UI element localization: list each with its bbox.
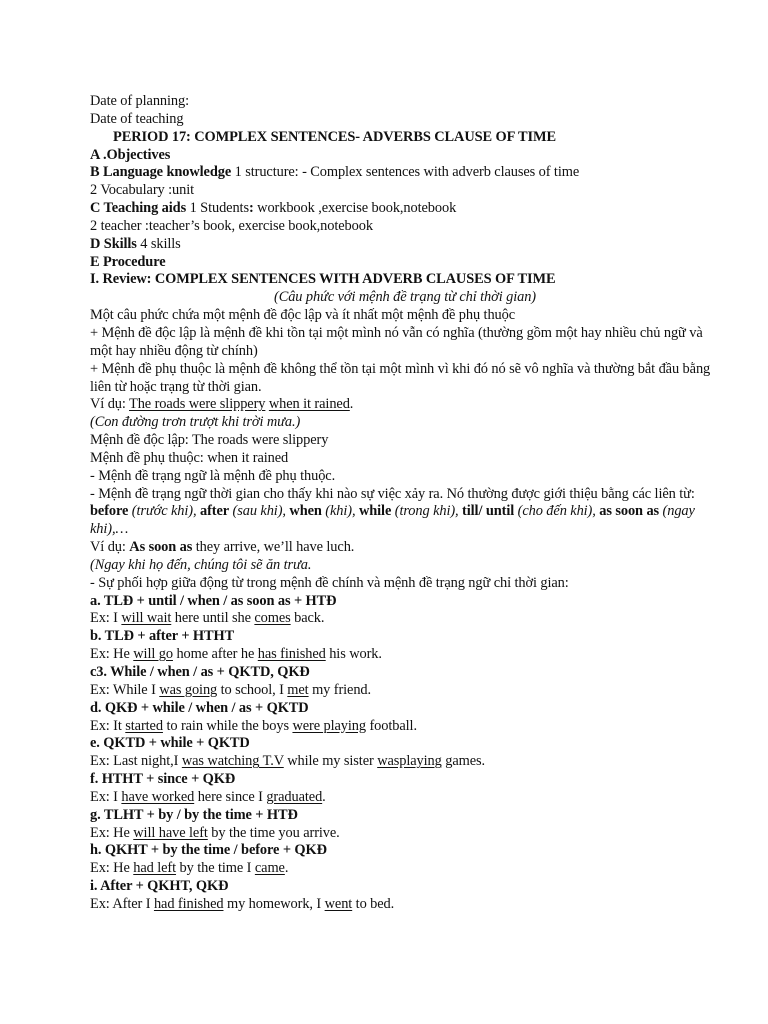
review-title: I. Review: COMPLEX SENTENCES WITH ADVERB CLAUSES OF TIME <box>90 271 556 288</box>
tense-rule-e <box>90 735 720 771</box>
rule-example: Ex: I will wait here until she comes back. <box>90 610 325 627</box>
tense-rule-b <box>90 628 720 664</box>
definition-paragraph: Một câu phức chứa một mệnh đề độc lập và ít nhất một mệnh đề phụ thuộc <box>90 307 516 324</box>
section-d: D Skills 4 skills <box>90 235 181 252</box>
rule-heading: e. QKTD + while + QKTD <box>90 735 250 752</box>
date-of-planning: Date of planning: <box>90 93 190 109</box>
rule-heading: i. After + QKHT, QKĐ <box>90 878 229 895</box>
verb-coordination-note: - Sự phối hợp giữa động từ trong mệnh đề chính và mệnh đề trạng ngữ chỉ thời gian: <box>90 574 569 591</box>
rule-heading: f. HTHT + since + QKĐ <box>90 771 236 788</box>
rule-heading: d. QKĐ + while / when / as + QKTD <box>90 699 309 716</box>
independent-clause-paragraph: + Mệnh đề độc lập là mệnh đề khi tồn tại một mình nó vẫn có nghĩa (thường gồm một hay nhiều chủ ngữ và một hay nhiều động từ chính) <box>90 324 703 359</box>
rule-example: Ex: Last night,I was watching T.V while my sister wasplaying games. <box>90 753 485 770</box>
rule-heading: c3. While / when / as + QKTD, QKĐ <box>90 664 310 680</box>
rule-example: Ex: It started to rain while the boys were playing football. <box>90 717 417 734</box>
rule-heading: h. QKHT + by the time / before + QKĐ <box>90 842 327 859</box>
independent-clause-example: Mệnh đề độc lập: The roads were slippery <box>90 432 329 449</box>
tense-rule-c3 <box>90 664 720 700</box>
example-1: Ví dụ: The roads were slippery when it rained. <box>90 396 354 413</box>
rule-example: Ex: He had left by the time I came. <box>90 860 289 877</box>
section-e: E Procedure <box>90 253 166 270</box>
tense-rule-a <box>90 593 720 629</box>
rule-example: Ex: He will have left by the time you arrive. <box>90 824 340 841</box>
rule-example: Ex: After I had finished my homework, I went to bed. <box>90 895 395 912</box>
lesson-plan-text <box>90 93 720 914</box>
tense-rule-h <box>90 842 720 878</box>
tense-rule-g <box>90 807 720 843</box>
tense-rule-d <box>90 700 720 736</box>
adverb-clause-note: - Mệnh đề trạng ngữ là mệnh đề phụ thuộc. <box>90 467 336 484</box>
dependent-clause-paragraph: + Mệnh đề phụ thuộc là mệnh đề không thể tồn tại một mình vì khi đó nó sẽ vô nghĩa và thường bắt đầu bằng liên từ hoặc trạng từ thời gian. <box>90 360 711 395</box>
rule-example: Ex: While I was going to school, I met my friend. <box>90 681 372 698</box>
section-c: C Teaching aids 1 Students: workbook ,exercise book,notebook <box>90 200 457 217</box>
rule-example: Ex: I have worked here since I graduated. <box>90 788 326 805</box>
period-title: PERIOD 17: COMPLEX SENTENCES- ADVERBS CLAUSE OF TIME <box>113 128 556 145</box>
tense-rule-i <box>90 878 720 914</box>
dependent-clause-example: Mệnh đề phụ thuộc: when it rained <box>90 449 289 466</box>
example-2: Ví dụ: As soon as they arrive, we’ll have luch. <box>90 539 355 556</box>
teacher-aids-line: 2 teacher :teacher’s book, exercise book,notebook <box>90 217 373 234</box>
example-1-translation: (Con đường trơn trượt khi trời mưa.) <box>90 414 301 431</box>
tense-rule-f <box>90 771 720 807</box>
rule-example: Ex: He will go home after he has finished his work. <box>90 646 382 663</box>
rule-heading: g. TLHT + by / by the time + HTĐ <box>90 806 298 823</box>
review-subtitle: (Câu phức với mệnh đề trạng từ chỉ thời gian) <box>274 289 536 306</box>
rule-heading: a. TLĐ + until / when / as soon as + HTĐ <box>90 592 337 609</box>
section-b: B Language knowledge 1 structure: - Complex sentences with adverb clauses of time <box>90 164 580 181</box>
vocabulary-line: 2 Vocabulary :unit <box>90 182 194 199</box>
rule-heading: b. TLĐ + after + HTHT <box>90 628 235 645</box>
example-2-translation: (Ngay khi họ đến, chúng tôi sẽ ăn trưa. <box>90 556 312 573</box>
section-a: A .Objectives <box>90 146 171 163</box>
date-of-teaching: Date of teaching <box>90 110 184 127</box>
conjunctions-paragraph: - Mệnh đề trạng ngữ thời gian cho thấy khi nào sự việc xảy ra. Nó thường được giới thiệu bằng các liên từ: before (trước khi), after (sau khi), when (khi), while (trong khi), till/ until (cho đến khi), as soon as (ngay khi),… <box>90 485 695 538</box>
